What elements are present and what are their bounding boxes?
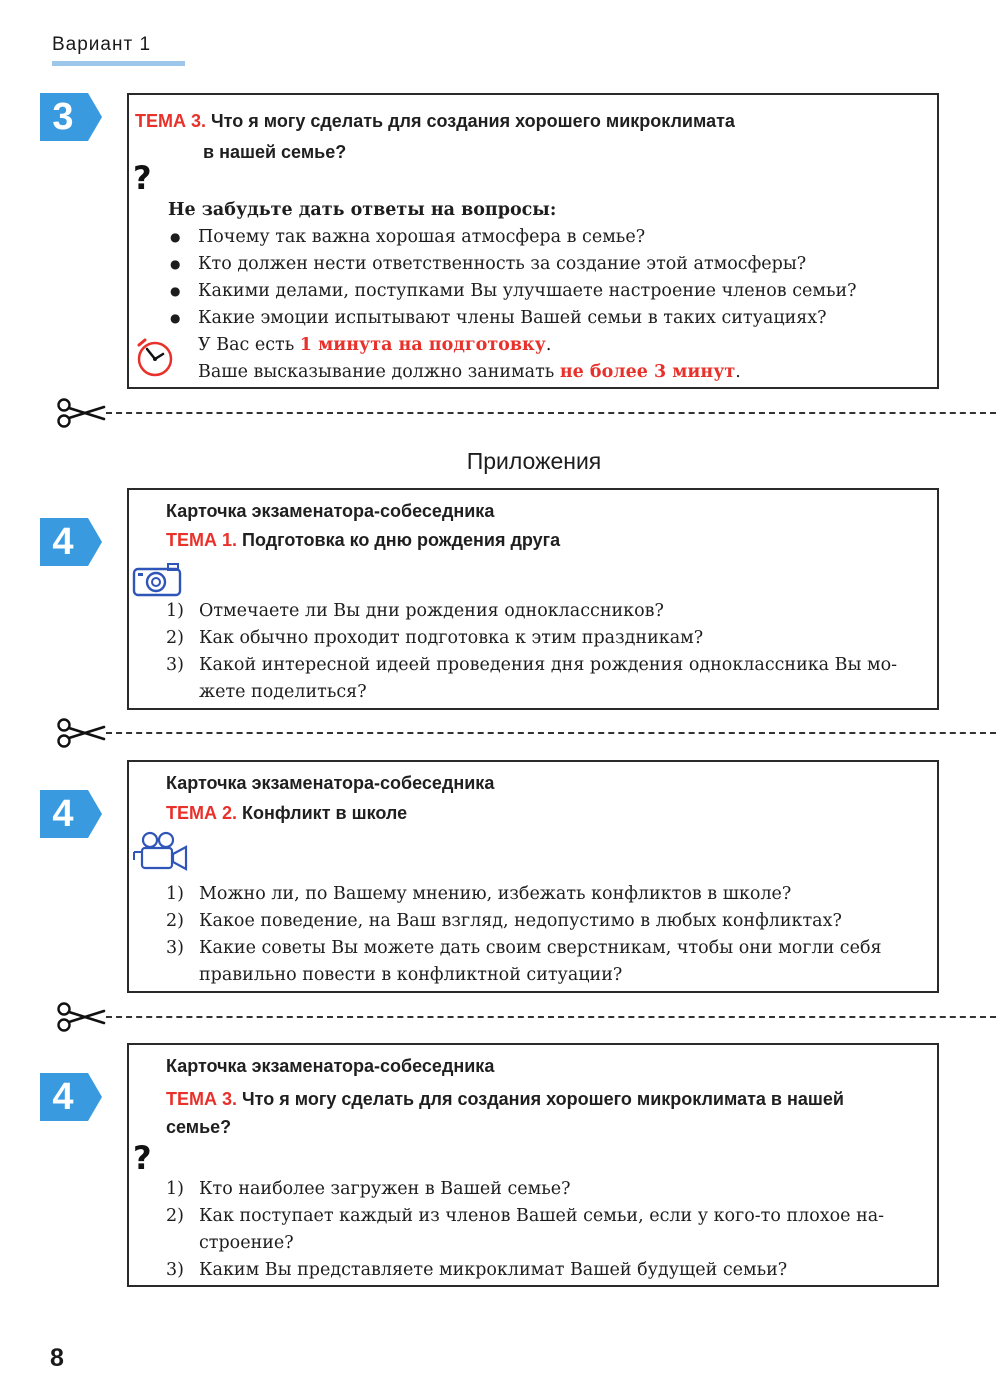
list-item: 1) Отмечаете ли Вы дни рождения одноклассников? (166, 601, 664, 621)
task-title (135, 106, 735, 168)
card-badge (40, 790, 94, 838)
dashed-line (106, 732, 996, 734)
list-item: 1) Кто наиболее загружен в Вашей семье? (166, 1179, 571, 1199)
list-item: ● Почему так важна хорошая атмосфера в семье? (168, 224, 938, 251)
variant-underline (52, 61, 185, 66)
card-heading: Карточка экзаменатора-собеседника (166, 501, 495, 521)
video-camera-icon (132, 830, 192, 876)
list-item: 2) Как обычно проходит подготовка к этим праздникам? (166, 628, 704, 648)
scissors-icon (56, 718, 106, 748)
list-item: ● Кто должен нести ответственность за создание этой атмосферы? (168, 251, 938, 278)
card-badge (40, 518, 94, 566)
list-item: 2) Как поступает каждый из членов Вашей семьи, если у кого-то плохое на-строение? (166, 1206, 885, 1253)
camera-icon (132, 562, 184, 598)
task-badge-number: 3 (52, 96, 74, 138)
tema-label: ТЕМА 1. (166, 530, 238, 550)
task-badge (40, 93, 94, 141)
cut-line (56, 718, 1000, 748)
card-badge-number: 4 (52, 521, 74, 563)
list-item: ● Какими делами, поступками Вы улучшаете настроение членов семьи? (168, 278, 938, 305)
question-list (166, 881, 936, 989)
task-body (168, 197, 938, 386)
dashed-line (106, 1016, 996, 1018)
list-item: 3) Какой интересной идеей проведения дня рождения одноклассника Вы мо-жете поделиться? (166, 655, 898, 702)
list-item: 1) Можно ли, по Вашему мнению, избежать конфликтов в школе? (166, 884, 792, 904)
reminder-text: Не забудьте дать ответы на вопросы: (168, 200, 557, 220)
tema-label: ТЕМА 2. (166, 803, 238, 823)
card-badge (40, 1073, 94, 1121)
list-item: 2) Какое поведение, на Ваш взгляд, недопустимо в любых конфликтах? (166, 911, 842, 931)
speech-time-highlight: не более 3 минут (559, 362, 736, 382)
tema-title-line1: Что я могу сделать для создания хорошего микроклимата (211, 111, 735, 131)
list-item: 3) Каким Вы представляете микроклимат Вашей будущей семьи? (166, 1260, 788, 1280)
question-list (166, 1176, 936, 1284)
variant-label: Вариант 1 (52, 34, 152, 55)
card-heading: Карточка экзаменатора-собеседника (166, 773, 495, 793)
card-heading: Карточка экзаменатора-собеседника (166, 1056, 495, 1076)
examiner-card (127, 1043, 939, 1287)
dashed-line (106, 412, 996, 414)
prep-time-line: У Вас есть 1 минута на подготовку. (198, 335, 552, 355)
tema-title: Подготовка ко дню рождения друга (242, 530, 561, 550)
card-tema (166, 530, 560, 551)
question-mark-icon: ? (133, 159, 152, 197)
cut-line (56, 1002, 1000, 1032)
card-badge-number: 4 (52, 1076, 74, 1118)
appendix-title: Приложения (466, 448, 602, 474)
question-mark-icon: ? (133, 1139, 152, 1177)
tema-label: ТЕМА 3. (135, 111, 207, 131)
page-number: 8 (50, 1344, 64, 1372)
tema-label: ТЕМА 3. (166, 1089, 238, 1109)
card-tema (166, 803, 407, 824)
card-tema (166, 1085, 906, 1141)
scissors-icon (56, 1002, 106, 1032)
examiner-card (127, 488, 939, 710)
examiner-card (127, 760, 939, 993)
card-badge-number: 4 (52, 793, 74, 835)
scissors-icon (56, 398, 106, 428)
stopwatch-icon (133, 335, 175, 379)
speech-time-line: Ваше высказывание должно занимать не более 3 минут. (198, 362, 741, 382)
task-card (127, 93, 939, 389)
list-item: 3) Какие советы Вы можете дать своим сверстникам, чтобы они могли себя правильно повести в конфликтной ситуации? (166, 938, 882, 985)
tema-title-line2: в нашей семье? (203, 142, 347, 162)
prep-time-highlight: 1 минута на подготовку (299, 335, 546, 355)
tema-title: Что я могу сделать для создания хорошего микроклимата в нашей семье? (166, 1089, 844, 1137)
list-item: ● Какие эмоции испытывают члены Вашей семьи в таких ситуациях? (168, 305, 938, 332)
bullet-list (168, 224, 938, 332)
question-list (166, 598, 936, 706)
tema-title: Конфликт в школе (242, 803, 408, 823)
cut-line (56, 398, 1000, 428)
